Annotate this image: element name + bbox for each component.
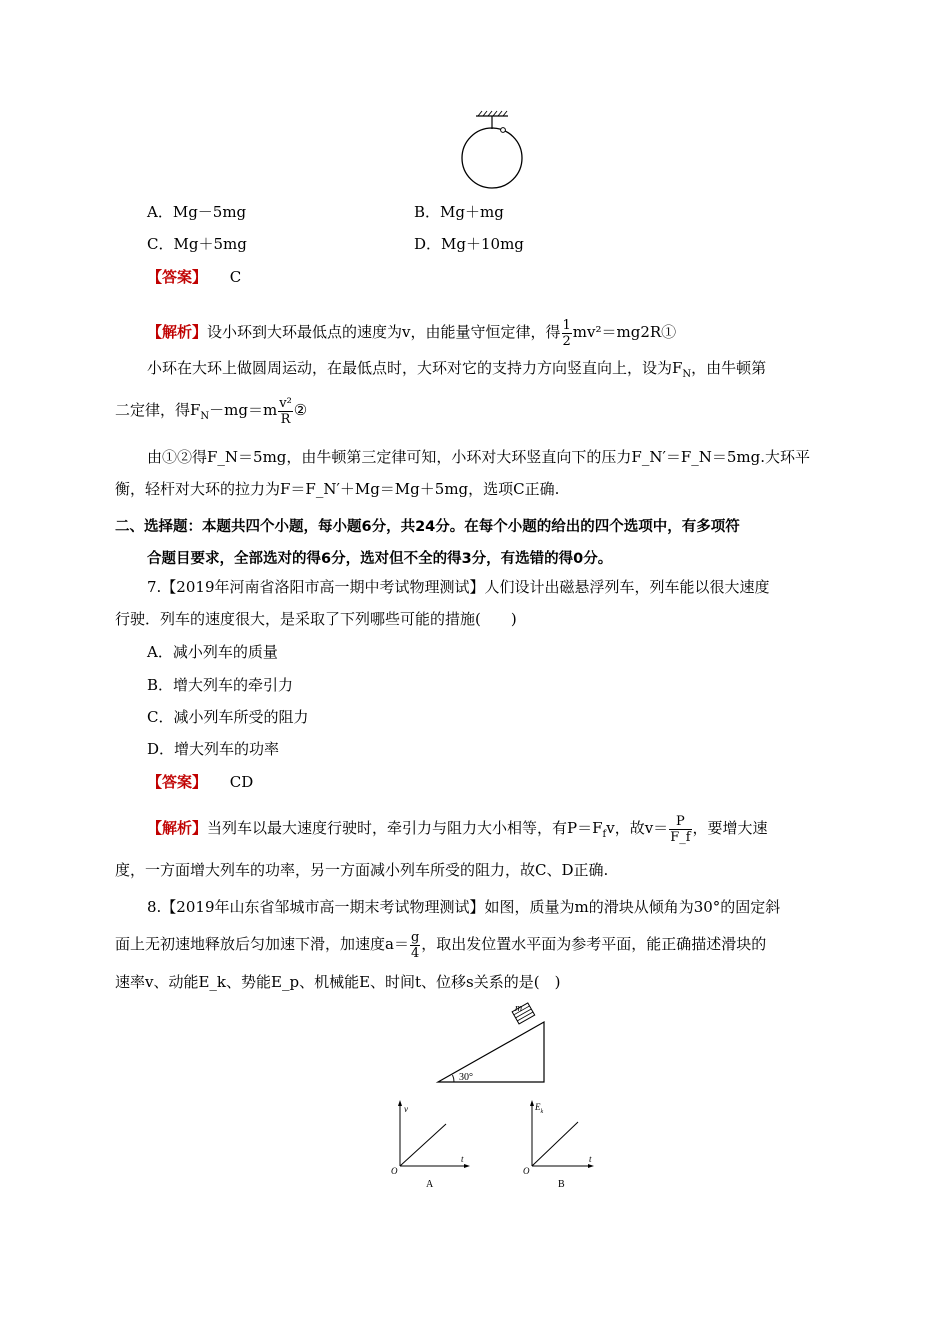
q6-option-d: D．Mg＋10mg: [414, 235, 524, 253]
analysis-text: 设小环到大环最低点的速度为v，由能量守恒定律，得: [207, 323, 561, 341]
q6-analysis-line-5: 衡，轻杆对大环的拉力为F＝F_N′＋Mg＝Mg＋5mg，选项C正确.: [115, 480, 560, 498]
q8-stem-line-3: 速率v、动能E_k、势能E_p、机械能E、时间t、位移s关系的是( ): [115, 973, 561, 991]
x-axis-label: t: [461, 1154, 464, 1164]
section-2-heading-cont: 合题目要求，全部选对的得6分，选对但不全的得3分，有选错的得0分。: [147, 551, 613, 567]
q6-option-b: B．Mg＋mg: [414, 203, 504, 221]
analysis-tag: 【解析】: [147, 819, 208, 837]
graph-b: [520, 1098, 610, 1193]
fraction-g-over-4: $\frac{g}{4}$: [410, 929, 420, 961]
ceiling-hatch: [478, 111, 507, 116]
y-axis-arrow: [530, 1100, 534, 1106]
q7-answer: [147, 772, 253, 792]
answer-tag: 【答案】: [147, 773, 208, 791]
q6-option-a: A．Mg－5mg: [147, 203, 247, 221]
analysis-text: mv²＝mg2R①: [572, 323, 677, 341]
section-2-heading: 二、选择题：本题共四个小题，每小题6分，共24分。在每个小题的给出的四个选项中，有多项符: [115, 519, 740, 535]
graph-a: [388, 1098, 478, 1193]
q7-option-b: B．增大列车的牵引力: [147, 676, 294, 694]
q6-answer: [147, 267, 241, 287]
q7-analysis-line-1: 【解析】当列车以最大速度行驶时，牵引力与阻力大小相等，有$P=F_fv$，故v＝ $\frac{P}{F\_f}$ ，要增大速: [147, 813, 768, 845]
q7-stem-line-2: 行驶．列车的速度很大，是采取了下列哪些可能的措施( ): [115, 610, 517, 628]
fraction-v2-over-r: $\frac{\text{v²}}{R}$: [279, 395, 292, 427]
q6-analysis-line-1: [147, 312, 676, 352]
q6-analysis-line-3: 二定律，得$F_N-mg=m$ $\frac{\text{v²}}{R}$ ②: [115, 395, 308, 427]
fraction-one-half: $\frac{1}{2}$: [562, 317, 571, 349]
q6-analysis-line-2: 小环在大环上做圆周运动，在最低点时，大环对它的支持力方向竖直向上，设为$F_N$，由牛顿第: [147, 359, 767, 380]
x-axis-arrow: [464, 1164, 470, 1168]
origin-label: O: [391, 1166, 398, 1176]
ring-figure: [450, 108, 530, 192]
angle-arc: [453, 1075, 455, 1082]
q7-option-a: A．减小列车的质量: [147, 643, 278, 661]
q7-option-d: D．增大列车的功率: [147, 740, 280, 758]
q6-analysis-line-4: 由①②得F_N＝5mg，由牛顿第三定律可知，小环对大环竖直向下的压力F_N′＝F_N＝5mg.大环平: [147, 448, 811, 466]
answer-value: C: [229, 268, 242, 286]
q7-stem-line-1: 7.【2019年河南省洛阳市高一期中考试物理测试】人们设计出磁悬浮列车，列车能以很大速度: [147, 578, 770, 596]
incline-triangle: [438, 1022, 544, 1082]
q6-option-c: C．Mg＋5mg: [147, 235, 247, 253]
analysis-tag: 【解析】: [147, 323, 208, 341]
mass-label: m: [515, 1003, 523, 1014]
graph-caption: B: [558, 1179, 565, 1190]
y-axis-label: $E_k$: [535, 1102, 544, 1115]
q7-option-c: C．减小列车所受的阻力: [147, 708, 309, 726]
incline-figure: [430, 1000, 555, 1090]
small-ring: [501, 128, 506, 133]
angle-label: 30°: [459, 1072, 473, 1083]
v-t-line: [400, 1124, 446, 1166]
y-axis-arrow: [398, 1100, 402, 1106]
origin-label: O: [523, 1166, 530, 1176]
x-axis-arrow: [588, 1164, 594, 1168]
x-axis-label: t: [589, 1154, 592, 1164]
q8-stem-line-2: 面上无初速地释放后匀加速下滑，加速度a＝ $\frac{g}{4}$ ，取出发位置水平面为参考平面，能正确描述滑块的: [115, 929, 767, 961]
answer-tag: 【答案】: [147, 268, 208, 286]
q7-analysis-line-2: 度，一方面增大列车的功率，另一方面减小列车所受的阻力，故C、D正确.: [115, 861, 609, 879]
q8-stem-line-1: 8.【2019年山东省邹城市高一期末考试物理测试】如图，质量为m的滑块从倾角为30°的固定斜: [147, 898, 781, 916]
fraction-p-over-ff: $\frac{P}{F\_f}$: [670, 813, 691, 845]
large-ring: [462, 128, 522, 188]
graph-caption: A: [426, 1179, 434, 1190]
ek-t-line: [532, 1122, 578, 1166]
answer-value: CD: [229, 773, 254, 791]
y-axis-label: v: [404, 1104, 408, 1114]
